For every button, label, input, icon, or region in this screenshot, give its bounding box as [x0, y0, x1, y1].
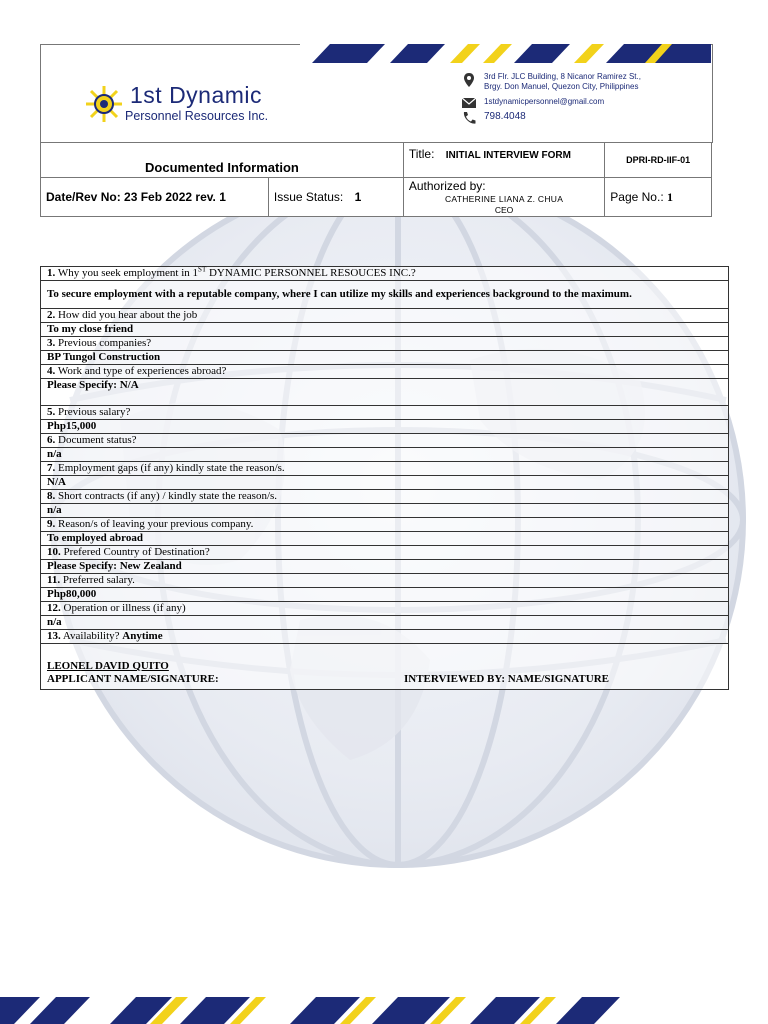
form-row — [41, 434, 729, 448]
email-icon — [461, 95, 477, 111]
authorized-label: Authorized by: — [408, 179, 486, 193]
form-row — [41, 365, 729, 379]
answer-6: n/a — [41, 448, 729, 462]
signature-labels — [47, 673, 728, 686]
doc-code-cell — [605, 143, 712, 178]
address-line-1: 3rd Flr. JLC Building, 8 Nicanor Ramirez St., — [484, 72, 641, 81]
question-2: 2. How did you hear about the job — [41, 309, 729, 323]
question-9: 9. Reason/s of leaving your previous company. — [41, 518, 729, 532]
date-rev-cell — [41, 178, 269, 217]
company-logo — [84, 80, 304, 130]
question-13: 13. Availability? Anytime — [41, 630, 729, 644]
form-row — [41, 532, 729, 546]
question-12: 12. Operation or illness (if any) — [41, 602, 729, 616]
applicant-signature-label: APPLICANT NAME/SIGNATURE: — [47, 673, 219, 685]
form-row — [41, 588, 729, 602]
question-7: 7. Employment gaps (if any) kindly state the reason/s. — [41, 462, 729, 476]
header-stripes — [300, 44, 711, 63]
sun-logo-icon — [84, 84, 124, 124]
title-cell — [403, 143, 604, 178]
authorized-cell — [403, 178, 604, 217]
issue-status-value: 1 — [354, 190, 362, 204]
answer-10: Please Specify: New Zealand — [41, 560, 729, 574]
form-row — [41, 323, 729, 337]
form-row — [41, 602, 729, 616]
interview-form-table — [40, 266, 729, 690]
issue-status-label: Issue Status: — [273, 190, 344, 204]
question-5: 5. Previous salary? — [41, 406, 729, 420]
document-info-table — [40, 142, 712, 217]
footer-stripes — [0, 997, 620, 1024]
interviewer-signature-label: INTERVIEWED BY: NAME/SIGNATURE — [404, 673, 609, 685]
logo-company-name: 1st Dynamic — [130, 82, 263, 108]
answer-8: n/a — [41, 504, 729, 518]
title-value: INITIAL INTERVIEW FORM — [445, 150, 571, 161]
answer-9: To employed abroad — [41, 532, 729, 546]
page-no-cell — [605, 178, 712, 217]
logo-company-subtitle: Personnel Resources Inc. — [125, 109, 269, 123]
form-row — [41, 504, 729, 518]
authorized-role: CEO — [494, 205, 514, 215]
form-row — [41, 406, 729, 420]
answer-2: To my close friend — [41, 323, 729, 337]
question-4: 4. Work and type of experiences abroad? — [41, 365, 729, 379]
doc-code: DPRI-RD-IIF-01 — [626, 155, 691, 165]
form-row — [41, 379, 729, 406]
email-text: 1stdynamicpersonnel@gmail.com — [484, 97, 605, 106]
form-row — [41, 351, 729, 365]
applicant-name: LEONEL DAVID QUITO — [47, 660, 169, 672]
answer-1: To secure employment with a reputable company, where I can utilize my skills and experiences background to the maximum. — [41, 281, 729, 309]
form-row — [41, 490, 729, 504]
form-row — [41, 420, 729, 434]
question-8: 8. Short contracts (if any) / kindly state the reason/s. — [41, 490, 729, 504]
signature-cell — [41, 644, 729, 690]
form-row — [41, 267, 729, 281]
page-no-label: Page No.: — [610, 189, 664, 204]
form-row — [41, 309, 729, 323]
answer-13: Anytime — [122, 630, 163, 642]
answer-7: N/A — [41, 476, 729, 490]
documented-information-label: Documented Information — [145, 160, 299, 175]
phone-text: 798.4048 — [484, 111, 526, 122]
authorized-name: CATHERINE LIANA Z. CHUA — [444, 194, 564, 204]
form-row — [41, 630, 729, 644]
form-row — [41, 448, 729, 462]
answer-11: Php80,000 — [41, 588, 729, 602]
phone-icon — [461, 110, 477, 126]
address-line-2: Brgy. Don Manuel, Quezon City, Philippines — [484, 82, 639, 91]
form-row — [41, 546, 729, 560]
question-10: 10. Prefered Country of Destination? — [41, 546, 729, 560]
form-row — [41, 281, 729, 309]
answer-4: Please Specify: N/A — [41, 379, 729, 406]
question-3: 3. Previous companies? — [41, 337, 729, 351]
form-row — [41, 574, 729, 588]
question-6: 6. Document status? — [41, 434, 729, 448]
issue-status-cell — [268, 178, 403, 217]
form-row — [41, 518, 729, 532]
form-row — [41, 616, 729, 630]
location-pin-icon — [461, 72, 477, 88]
answer-12: n/a — [41, 616, 729, 630]
page-no-value: 1 — [667, 189, 673, 204]
title-label: Title: — [408, 147, 435, 161]
form-row — [41, 476, 729, 490]
answer-3: BP Tungol Construction — [41, 351, 729, 365]
question-1: 1. Why you seek employment in 1ST DYNAMIC PERSONNEL RESOUCES INC.? — [41, 267, 729, 281]
form-row — [41, 560, 729, 574]
question-11: 11. Preferred salary. — [41, 574, 729, 588]
form-row — [41, 337, 729, 351]
answer-5: Php15,000 — [41, 420, 729, 434]
documented-information-cell — [41, 143, 404, 178]
form-row — [41, 462, 729, 476]
date-rev-text: Date/Rev No: 23 Feb 2022 rev. 1 — [46, 190, 226, 204]
form-row — [41, 644, 729, 690]
